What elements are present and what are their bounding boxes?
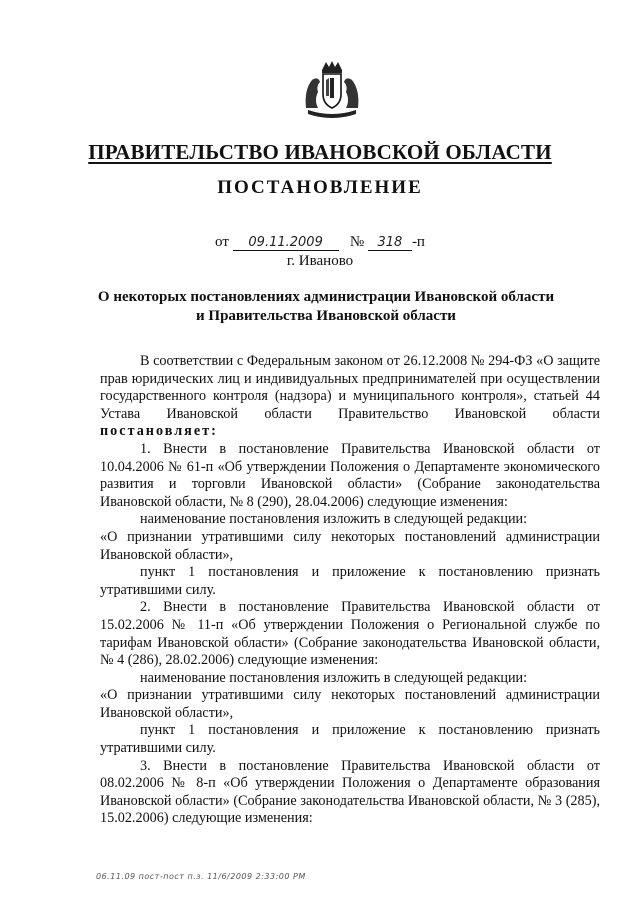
number-suffix: -п (411, 234, 425, 250)
number-prefix: № (349, 234, 365, 250)
coat-of-arms-emblem (296, 60, 368, 120)
item-2-main: 2. Внести в постановление Правительства Ивановской области от 15.02.2006 № 11-п «Об утверждении Положения о Региональной службе по тарифам Ивановской области» (Собрание законодательства Ивановской области, № 4 (286), 28.02.2006) следующие изменения: (100, 599, 600, 669)
item-3-main: 3. Внести в постановление Правительства Ивановской области от 08.02.2006 № 8-п «Об утверждении Положения о Департаменте образования Ивановской области» (Собрание законодательства Ивановской области, № 3 (285), 15.02.2006) следующие изменения: (100, 757, 600, 827)
item-2-quote: «О признании утратившими силу некоторых постановлений администрации Ивановской области», (100, 687, 600, 721)
date-value: 09.11.2009 (233, 236, 339, 251)
date-prefix: от (215, 234, 229, 250)
government-name: ПРАВИТЕЛЬСТВО ИВАНОВСКОЙ ОБЛАСТИ (88, 140, 552, 164)
item-1-change-1: наименование постановления изложить в следующей редакции: (140, 511, 528, 528)
document-type: ПОСТАНОВЛЕНИЕ (217, 177, 423, 198)
resolves-word: постановляет: (100, 423, 218, 440)
preamble-text: В соответствии с Федеральным законом от 26.12.2008 № 294-ФЗ «О защите прав юридических лиц и индивидуальных предпринимателей при осуществлении государственного контроля (надзора) и муниципального контроля», статьей 44 Устава Ивановской области Правительство Ивановской области (100, 353, 600, 422)
item-2-change-1: наименование постановления изложить в следующей редакции: (140, 669, 528, 686)
footer-stamp: 06.11.09 пост-пост п.з. 11/6/2009 2:33:00 PM (96, 872, 306, 881)
number-value: 318 (368, 236, 412, 251)
government-heading (0, 140, 640, 165)
item-1-quote: «О признании утратившими силу некоторых постановлений администрации Ивановской области», (100, 528, 600, 563)
document-title: О некоторых постановлениях администрации Ивановской области и Правительства Ивановской области (97, 289, 555, 324)
item-1-change-2: пункт 1 постановления и приложение к постановлению признать утратившими силу. (100, 564, 600, 598)
document-body (100, 353, 600, 828)
preamble-paragraph (100, 353, 600, 441)
date-number-line (0, 234, 640, 251)
item-2-change-2: пункт 1 постановления и приложение к постановлению признать утратившими силу. (100, 722, 600, 757)
city: г. Иваново (286, 253, 354, 269)
item-1-main: 1. Внести в постановление Правительства Ивановской области от 10.04.2006 № 61-п «Об утверждении Положения о Департаменте экономического развития и торговли Ивановской области» (Собрание законодательства Ивановской области, № 8 (290), 28.04.2006) следующие изменения: (100, 440, 600, 510)
